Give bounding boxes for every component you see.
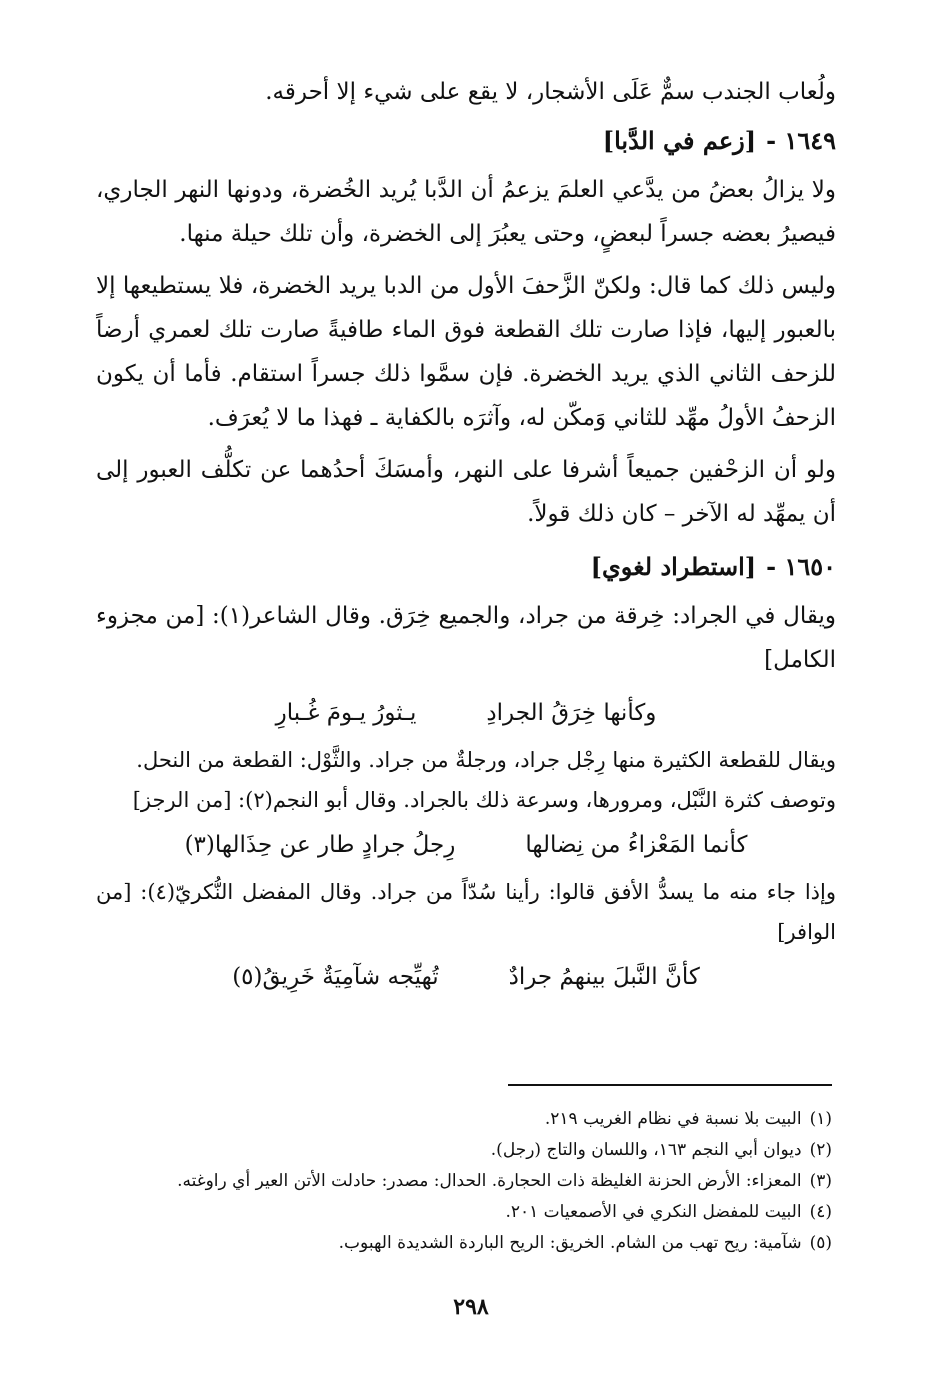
verse-hemistich-second: رِجلُ جرادٍ طار عن حِذَالها(٣) — [184, 832, 456, 858]
footnote-number: (٢) — [809, 1140, 832, 1160]
footnote-text: شآمية: ريح تهب من الشام. الخريق: الريح الباردة الشديدة الهبوب. — [338, 1233, 802, 1253]
section-heading-1649 — [96, 118, 836, 164]
footnote — [92, 1166, 832, 1197]
section-title: [زعم في الدَّبا] — [602, 126, 757, 155]
section-number: ١٦٤٩ - — [766, 126, 836, 155]
paragraph-intro: ولُعاب الجندب سمٌّ عَلَى الأشجار، لا يقع على شيء إلا أحرقه. — [265, 79, 836, 105]
paragraph: ويقال للقطعة الكثيرة منها رِجْل جراد، ورجلةٌ من جراد. والثَّوْل: القطعة من النحل. — [136, 748, 836, 772]
page-number: ٢٩٨ — [453, 1294, 489, 1320]
paragraph: وتوصف كثرة النَّبْل، ومرورها، وسرعة ذلك بالجراد. وقال أبو النجم(٢): [من الرجز] — [132, 788, 836, 812]
footnote — [92, 1135, 832, 1166]
verse-hemistich-first: وكأنها خِرَقُ الجرادِ — [486, 700, 657, 726]
paragraph: ويقال في الجراد: خِرقة من جراد، والجميع خِرَق. وقال الشاعر(١): [من مجزوء الكامل] — [96, 603, 836, 673]
verse-hemistich-second: يـثورُ يـومَ غُـبارِ — [275, 700, 417, 726]
paragraph: وليس ذلك كما قال: ولكنّ الزَّحفَ الأول من الدبا يريد الخضرة، فلا يستطيعها إلا بالعبور إليها، فإذا صارت تلك القطعة فوق الماء طافيةً صارت تلك لعمري أرضاً للزحف الثاني الذي يريد الخضرة. فإن سمَّوا ذلك جسراً استقام. فأما أن يكون الزحفُ الأولُ مهِّد للثاني وَمكّن له، وآثرَه بالكفاية ـ فهذا ما لا يُعرَف. — [96, 273, 836, 431]
page-body — [96, 70, 836, 1004]
footnote-divider — [508, 1084, 832, 1086]
section-heading-1650 — [96, 544, 836, 590]
poetry-verse — [96, 954, 836, 1000]
footnote — [92, 1228, 832, 1259]
verse-hemistich-first: كأنما المَعْزاءُ من نِضالها — [525, 832, 748, 858]
footnote-text: المعزاء: الأرض الحزنة الغليظة ذات الحجارة. الحدال: مصدر: حادلت الأتن العير أي راوغته. — [177, 1171, 802, 1191]
section-title: [استطراد لغوي] — [590, 552, 757, 581]
footnote-text: البيت بلا نسبة في نظام الغريب ٢١٩. — [544, 1109, 802, 1129]
section-number: ١٦٥٠ - — [766, 552, 836, 581]
footnote-number: (١) — [809, 1109, 832, 1129]
footnote — [92, 1197, 832, 1228]
footnote-number: (٣) — [809, 1171, 832, 1191]
footnote-number: (٤) — [809, 1202, 832, 1222]
verse-hemistich-first: كأنَّ النَّبلَ بينهمُ جرادٌ — [508, 964, 700, 990]
paragraph: ولا يزالُ بعضُ من يدَّعي العلمَ يزعمُ أن الدَّبا يُريد الخُضرة، ودونها النهر الجاري، فيصيرُ بعضه جسراً لبعضٍ، وحتى يعبُرَ إلى الخضرة، وأن تلك حيلة منها. — [96, 177, 836, 247]
footnote-text: ديوان أبي النجم ١٦٣، واللسان والتاج (رجل). — [490, 1140, 802, 1160]
footnote-text: البيت للمفضل النكري في الأصمعيات ٢٠١. — [505, 1202, 802, 1222]
poetry-verse — [96, 690, 836, 736]
footnote — [92, 1104, 832, 1135]
paragraph: وإذا جاء منه ما يسدُّ الأفق قالوا: رأينا سُدّاً من جراد. وقال المفضل النُّكريّ(٤): [من الوافر] — [96, 880, 837, 944]
footnotes — [92, 1104, 832, 1259]
paragraph: ولو أن الزحْفين جميعاً أشرفا على النهر، وأمسَكَ أحدُهما عن تكلُّف العبور إلى أن يمهِّد له الآخر – كان ذلك قولاً. — [96, 457, 836, 527]
poetry-verse — [96, 822, 836, 868]
footnote-number: (٥) — [809, 1233, 832, 1253]
verse-hemistich-second: تُهيِّجه شآمِيَةٌ خَرِيقُ(٥) — [232, 964, 439, 990]
